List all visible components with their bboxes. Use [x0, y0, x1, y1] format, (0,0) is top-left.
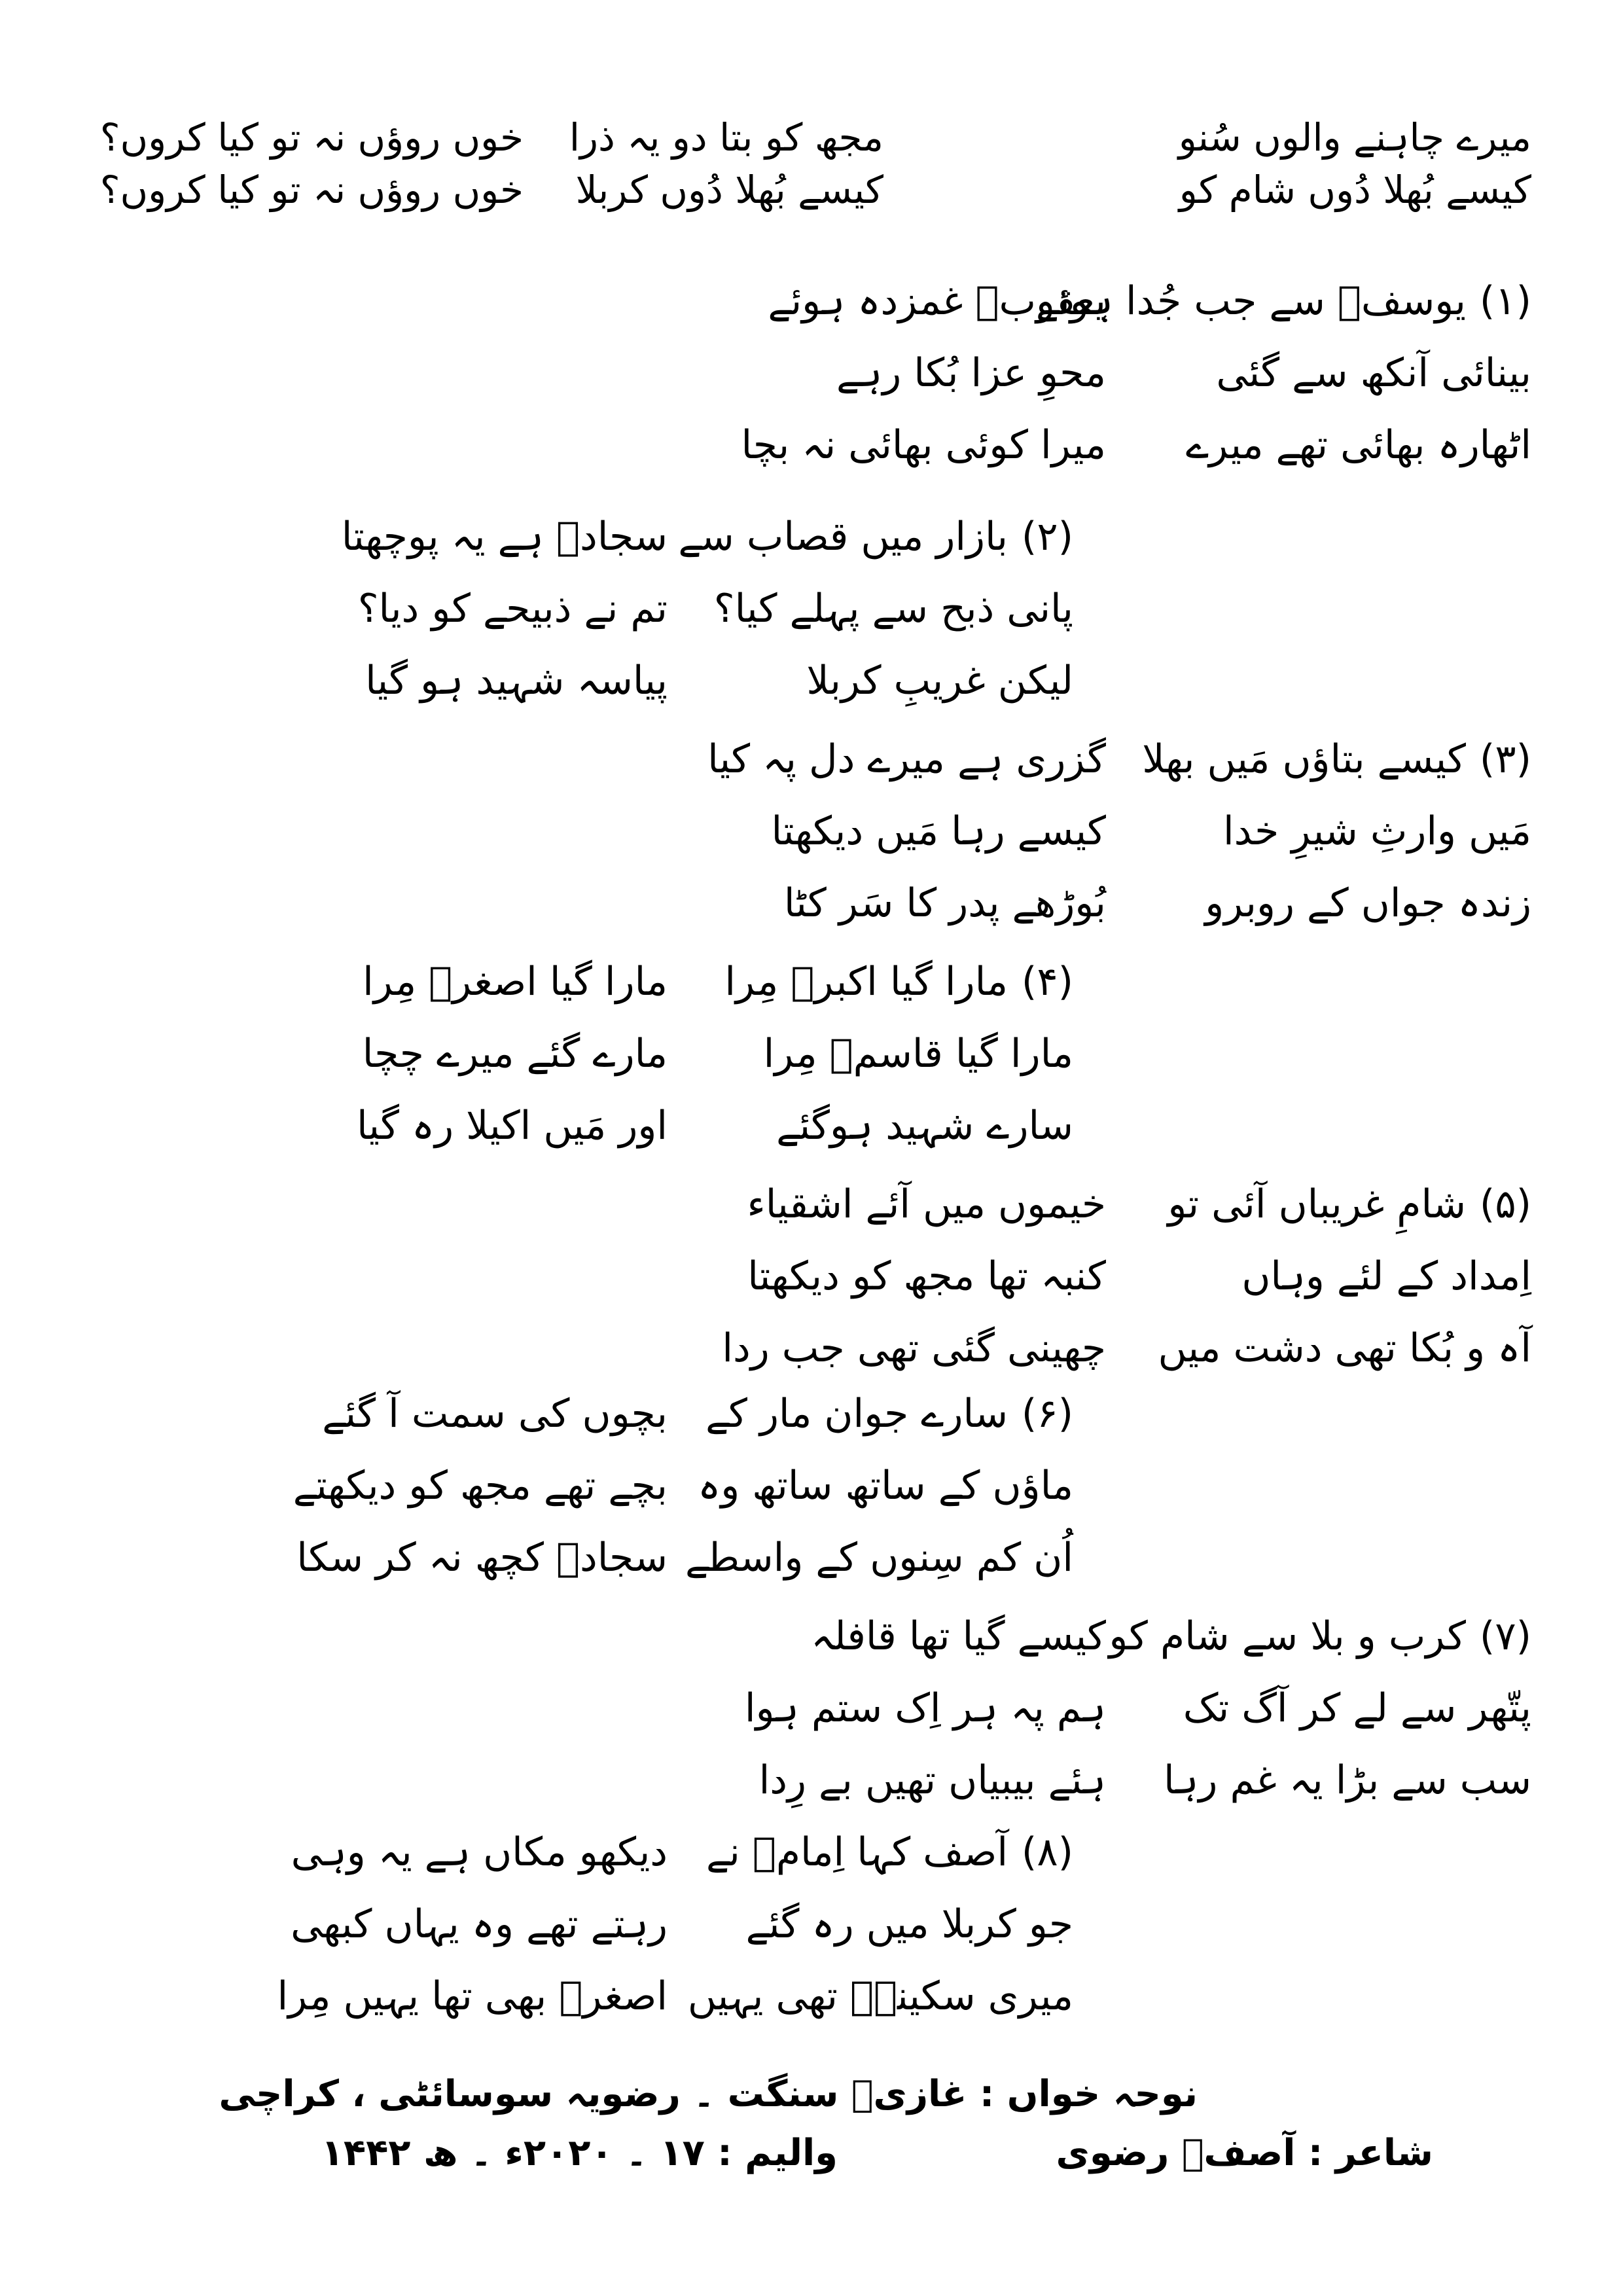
verse-part-a: کرب و بلا سے شام کو	[1109, 1613, 1466, 1659]
verse-part-b: مارا گیا اصغرؑ مِرا	[363, 959, 668, 1005]
verse-part-b: بُوڑھے پدر کا سَر کٹا	[783, 880, 1106, 926]
stanza-number: (۱)	[1479, 278, 1531, 324]
verse-part-a: شامِ غریباں آئی تو	[1168, 1181, 1466, 1227]
stanza-number: (۴)	[1021, 959, 1073, 1005]
stanza-number: (۲)	[1021, 514, 1073, 560]
reciter-credit: نوحہ خواں : غازیؑ سنگت ۔ رضویہ سوسائٹی ، کراچی	[219, 2073, 1198, 2115]
stanza-number: (۸)	[1021, 1829, 1073, 1875]
verse-part-a: یوسفؑ سے جب جُدا ہوئے	[1035, 278, 1466, 324]
verse-part-b: خیموں میں آئے اشقیاء	[747, 1181, 1106, 1227]
verse-part-b: مارے گئے میرے چچا	[362, 1031, 668, 1077]
verse-part-b: بچوں کی سمت آ گئے	[322, 1391, 668, 1437]
verse-part-b: ہم پہ ہر اِک ستم ہوا	[744, 1685, 1106, 1731]
chorus-line-2-part-b: کیسے بُھلا دُوں کربلا	[575, 168, 883, 212]
poet-credit: شاعر : آصفؔ رضوی	[1056, 2132, 1433, 2174]
verse-part-a: مارا گیا قاسمؑ مِرا	[763, 1031, 1073, 1077]
verse-part-a: ماؤں کے ساتھ ساتھ وہ	[698, 1463, 1073, 1509]
verse-part-b: تم نے ذبیحے کو دیا؟	[357, 586, 668, 632]
chorus-line-2-part-c: خوں روؤں نہ تو کیا کروں؟	[99, 168, 524, 212]
verse-part-a: آہ و بُکا تھی دشت میں	[1158, 1325, 1531, 1371]
chorus-line-1-part-b: مجھ کو بتا دو یہ ذرا	[569, 115, 883, 160]
verse-part-b: گزری ہے میرے دل پہ کیا	[707, 736, 1106, 782]
verse-part-a: مَیں وارثِ شیرِ خدا	[1223, 808, 1531, 854]
verse-part-b: سجادؑ ہے یہ پوچھتا	[341, 514, 668, 560]
verse-part-b: بچے تھے مجھ کو دیکھتے	[293, 1463, 668, 1509]
chorus-line-1-part-c: خوں روؤں نہ تو کیا کروں؟	[99, 115, 524, 160]
verse-part-a: کیسے بتاؤں مَیں بھلا	[1142, 736, 1466, 782]
verse-part-a: پتّھر سے لے کر آگ تک	[1183, 1685, 1531, 1731]
verse-part-b: میرا کوئی بھائی نہ بچا	[741, 422, 1106, 468]
verse-part-a: سارے شہید ہوگئے	[776, 1103, 1073, 1149]
verse-part-b: کنبہ تھا مجھ کو دیکھتا	[747, 1253, 1106, 1299]
verse-part-a: اٹھارہ بھائی تھے میرے	[1185, 422, 1531, 468]
verse-part-b: رہتے تھے وہ یہاں کبھی	[291, 1901, 668, 1947]
verse-part-a: پانی ذبح سے پہلے کیا؟	[713, 586, 1073, 632]
stanza-number: (۳)	[1479, 736, 1531, 782]
verse-part-b: ہئے بیبیاں تھیں بے رِدا	[758, 1757, 1106, 1803]
verse-part-b: اور مَیں اکیلا رہ گیا	[356, 1103, 668, 1149]
verse-part-b: یعقوبؑ غمزدہ ہوئے	[768, 278, 1106, 324]
verse-part-a: بازار میں قصاب سے	[678, 514, 1008, 560]
verse-part-a: میری سکینہؑ تھی یہیں	[687, 1973, 1073, 2019]
volume-info: والیم : ۱۷ ۔ ۲۰۲۰ء ۔ ھ ۱۴۴۲	[321, 2132, 838, 2174]
verse-part-b: کیسے رہا مَیں دیکھتا	[771, 808, 1106, 854]
verse-part-a: سب سے بڑا یہ غم رہا	[1163, 1757, 1531, 1803]
verse-part-a: بینائی آنکھ سے گئی	[1216, 350, 1531, 396]
verse-part-a: لیکن غریبِ کربلا	[806, 658, 1073, 704]
verse-part-b: دیکھو مکاں ہے یہ وہی	[291, 1829, 668, 1875]
verse-part-a: اُن کم سِنوں کے واسطے	[685, 1535, 1073, 1581]
verse-part-b: کیسے گیا تھا قافلہ	[811, 1613, 1106, 1659]
verse-part-a: اِمداد کے لئے وہاں	[1241, 1253, 1531, 1299]
verse-part-b: پیاسہ شہید ہو گیا	[365, 658, 668, 704]
verse-part-b: محوِ عزا بُکا رہے	[836, 350, 1106, 396]
verse-part-a: سارے جوان مار کے	[705, 1391, 1008, 1437]
stanza-number: (۶)	[1021, 1391, 1073, 1437]
stanza-number: (۷)	[1479, 1613, 1531, 1659]
chorus-line-2-part-a: کیسے بُھلا دُوں شام کو	[1179, 168, 1531, 212]
verse-part-b: اصغرؑ بھی تھا یہیں مِرا	[277, 1973, 668, 2019]
verse-part-a: جو کربلا میں رہ گئے	[745, 1901, 1073, 1947]
verse-part-a: زندہ جواں کے روبرو	[1205, 880, 1531, 926]
verse-part-b: چھینی گئی تھی جب ردا	[722, 1325, 1106, 1371]
stanza-number: (۵)	[1479, 1181, 1531, 1227]
chorus-line-1-part-a: میرے چاہنے والوں سُنو	[1178, 115, 1531, 160]
verse-part-a: آصف کہا اِمامؑ نے	[705, 1829, 1008, 1875]
verse-part-a: مارا گیا اکبرؑ مِرا	[724, 959, 1008, 1005]
verse-part-b: سجادؑ کچھ نہ کر سکا	[296, 1535, 668, 1581]
